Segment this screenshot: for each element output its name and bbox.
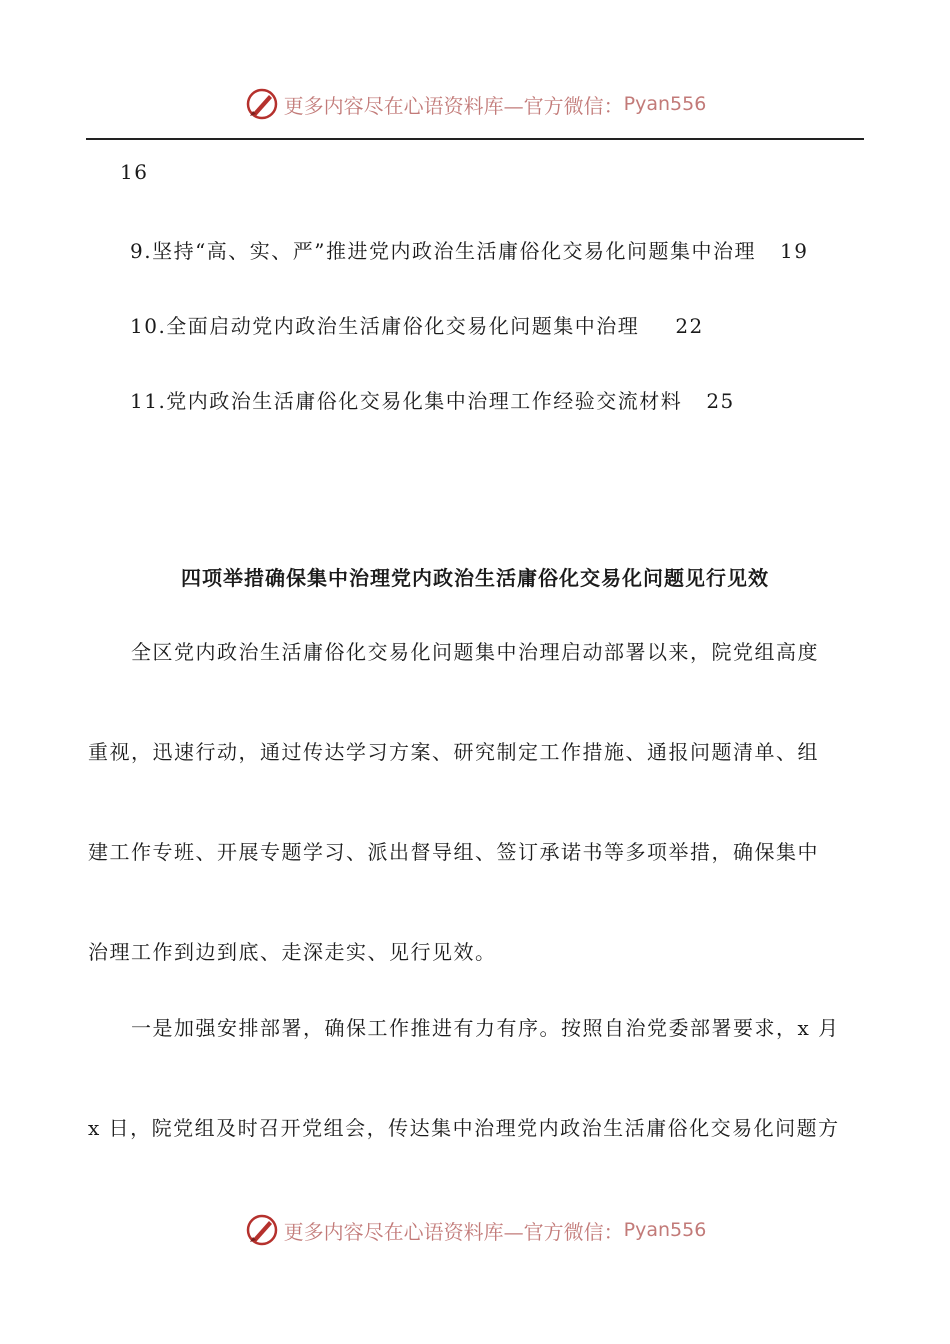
body-line: 全区党内政治生活庸俗化交易化问题集中治理启动部署以来，院党组高度 <box>88 640 819 664</box>
footer-brand-text: 更多内容尽在心语资料库—官方微信： <box>283 1219 624 1244</box>
body-line: 治理工作到边到底、走深走实、见行见效。 <box>88 940 497 964</box>
body-line: 建工作专班、开展专题学习、派出督导组、签订承诺书等多项举措，确保集中 <box>88 840 819 864</box>
header-brand-text: 更多内容尽在心语资料库—官方微信： <box>283 93 624 118</box>
toc-item[interactable] <box>130 385 735 414</box>
toc-item-page: 25 <box>706 389 735 413</box>
footer-wechat-id: Pyan556 <box>623 1219 707 1241</box>
footer-banner <box>0 1210 950 1250</box>
header-divider <box>86 138 864 140</box>
toc-item-page: 22 <box>675 314 704 338</box>
toc-item-page: 19 <box>780 239 809 263</box>
header-wechat-id: Pyan556 <box>623 93 707 115</box>
header-banner <box>0 84 950 124</box>
body-line: 一是加强安排部署，确保工作推进有力有序。按照自治党委部署要求，x 月 <box>88 1016 840 1040</box>
toc-item[interactable] <box>130 235 808 264</box>
toc-item[interactable] <box>130 310 704 339</box>
toc-item-title: 9.坚持“高、实、严”推进党内政治生活庸俗化交易化问题集中治理 <box>130 239 757 263</box>
pen-logo-icon <box>244 1212 280 1248</box>
body-line: x 日，院党组及时召开党组会，传达集中治理党内政治生活庸俗化交易化问题方 <box>88 1116 840 1140</box>
body-line: 重视，迅速行动，通过传达学习方案、研究制定工作措施、通报问题清单、组 <box>88 740 819 764</box>
pen-logo-icon <box>244 86 280 122</box>
prev-page-number: 16 <box>120 160 149 184</box>
toc-item-title: 10.全面启动党内政治生活庸俗化交易化问题集中治理 <box>130 314 640 338</box>
article-title: 四项举措确保集中治理党内政治生活庸俗化交易化问题见行见效 <box>181 566 769 590</box>
toc-item-title: 11.党内政治生活庸俗化交易化集中治理工作经验交流材料 <box>130 389 683 413</box>
